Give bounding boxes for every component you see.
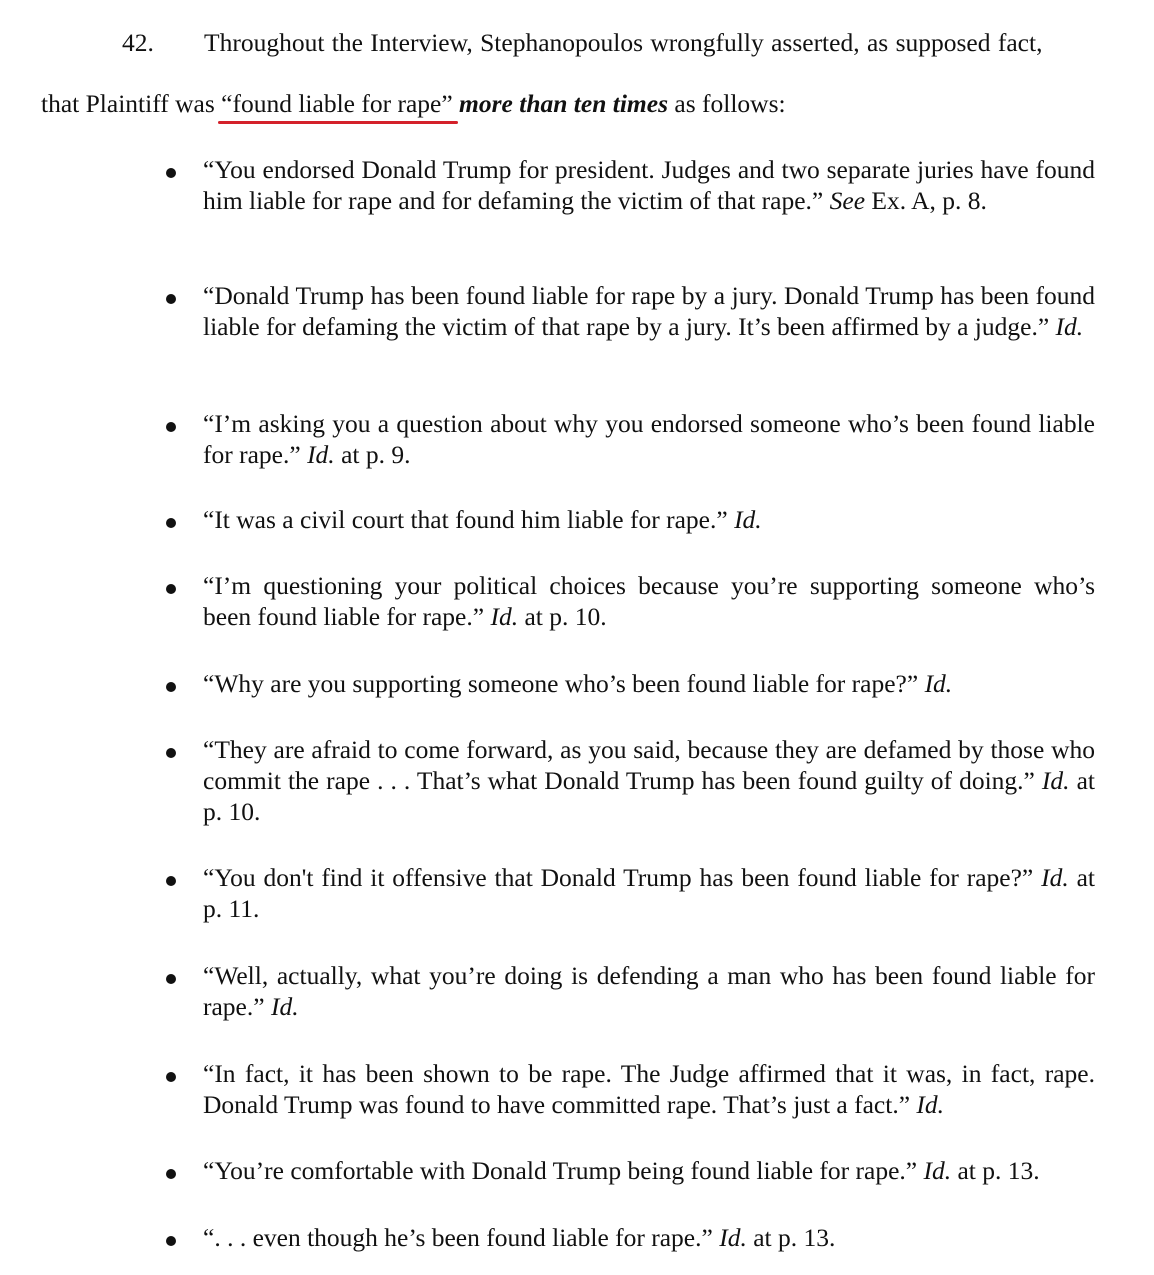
quote-text (203, 1222, 1095, 1253)
citation-italic: Id. (719, 1223, 747, 1252)
red-underlined-phrase: “found liable for rape” (221, 89, 453, 118)
quote-text (203, 570, 1095, 632)
citation-italic: Id. (490, 602, 519, 631)
emphasized-phrase: more than ten times (459, 89, 669, 118)
citation-text: at p. 10. (518, 602, 607, 631)
quote-body: “Why are you supporting someone who’s been found liable for rape?” (203, 669, 925, 698)
paragraph-first-line (0, 28, 1154, 68)
paragraph-lead-text: Throughout the Interview, Stephanopoulos wrongfully asserted, as supposed fact, (204, 28, 1043, 57)
citation-italic: See (829, 186, 866, 215)
citation-text: at p. 13. (746, 1223, 836, 1252)
quote-body: “I’m questioning your political choices because you’re supporting someone who’s been found liable for rape.” (203, 571, 1095, 631)
bullet-icon (166, 682, 176, 692)
citation-text: at p. 11. (203, 863, 1095, 923)
bullet-icon (166, 748, 176, 758)
quote-body: “You don't find it offensive that Donald Trump has been found liable for rape?” (203, 863, 1042, 892)
citation-italic: Id. (1041, 863, 1069, 892)
quote-body: “In fact, it has been shown to be rape. The Judge affirmed that it was, in fact, rape. Donald Trump was found to have committed rape. That’s just a fact.” (203, 1059, 1095, 1119)
paragraph-number: 42. (122, 28, 154, 57)
citation-italic: Id. (1055, 312, 1084, 341)
citation-text: at p. 9. (334, 440, 411, 469)
citation-italic: Id. (307, 440, 335, 469)
bullet-icon (166, 584, 176, 594)
bullet-icon (166, 1072, 176, 1082)
quote-body: “Well, actually, what you’re doing is defending a man who has been found liable for rape.” (203, 961, 1095, 1021)
quote-text (203, 1058, 1095, 1120)
paragraph-second-line (41, 89, 786, 119)
quote-text (203, 154, 1095, 216)
quote-text (203, 668, 1095, 699)
quote-body: “You endorsed Donald Trump for president. Judges and two separate juries have found him liable for rape and for defaming the victim of that rape.” (203, 155, 1095, 215)
paragraph-text-after: as follows: (668, 89, 786, 118)
bullet-icon (166, 974, 176, 984)
citation-text: at p. 10. (203, 766, 1095, 826)
bullet-icon (166, 1169, 176, 1179)
quote-body: “I’m asking you a question about why you endorsed someone who’s been found liable for rape.” (203, 409, 1095, 469)
quote-text (203, 504, 1095, 535)
quote-text (203, 408, 1095, 470)
quote-text (203, 734, 1095, 827)
citation-italic: Id. (924, 669, 953, 698)
quote-text (203, 960, 1095, 1022)
bullet-icon (166, 294, 176, 304)
quote-text (203, 280, 1095, 342)
quote-body: “You’re comfortable with Donald Trump being found liable for rape.” (203, 1156, 924, 1185)
bullet-icon (166, 876, 176, 886)
bullet-icon (166, 1236, 176, 1246)
quote-text (203, 1155, 1095, 1186)
quote-body: “Donald Trump has been found liable for rape by a jury. Donald Trump has been found liable for defaming the victim of that rape by a jury. It’s been affirmed by a judge.” (203, 281, 1095, 341)
bullet-icon (166, 422, 176, 432)
bullet-icon (166, 168, 176, 178)
citation-italic: Id. (923, 1156, 952, 1185)
citation-text: Ex. A, p. 8. (865, 186, 987, 215)
citation-italic: Id. (1041, 766, 1070, 795)
citation-italic: Id. (916, 1090, 945, 1119)
quote-body: “It was a civil court that found him liable for rape.” (203, 505, 735, 534)
quote-text (203, 862, 1095, 924)
citation-italic: Id. (270, 992, 299, 1021)
citation-italic: Id. (734, 505, 762, 534)
bullet-icon (166, 518, 176, 528)
quote-body: “They are afraid to come forward, as you said, because they are defamed by those who commit the rape . . . That’s what Donald Trump has been found guilty of doing.” (203, 735, 1095, 795)
quote-body: “. . . even though he’s been found liable for rape.” (203, 1223, 720, 1252)
citation-text: at p. 13. (951, 1156, 1040, 1185)
paragraph-text-before: that Plaintiff was (41, 89, 222, 118)
